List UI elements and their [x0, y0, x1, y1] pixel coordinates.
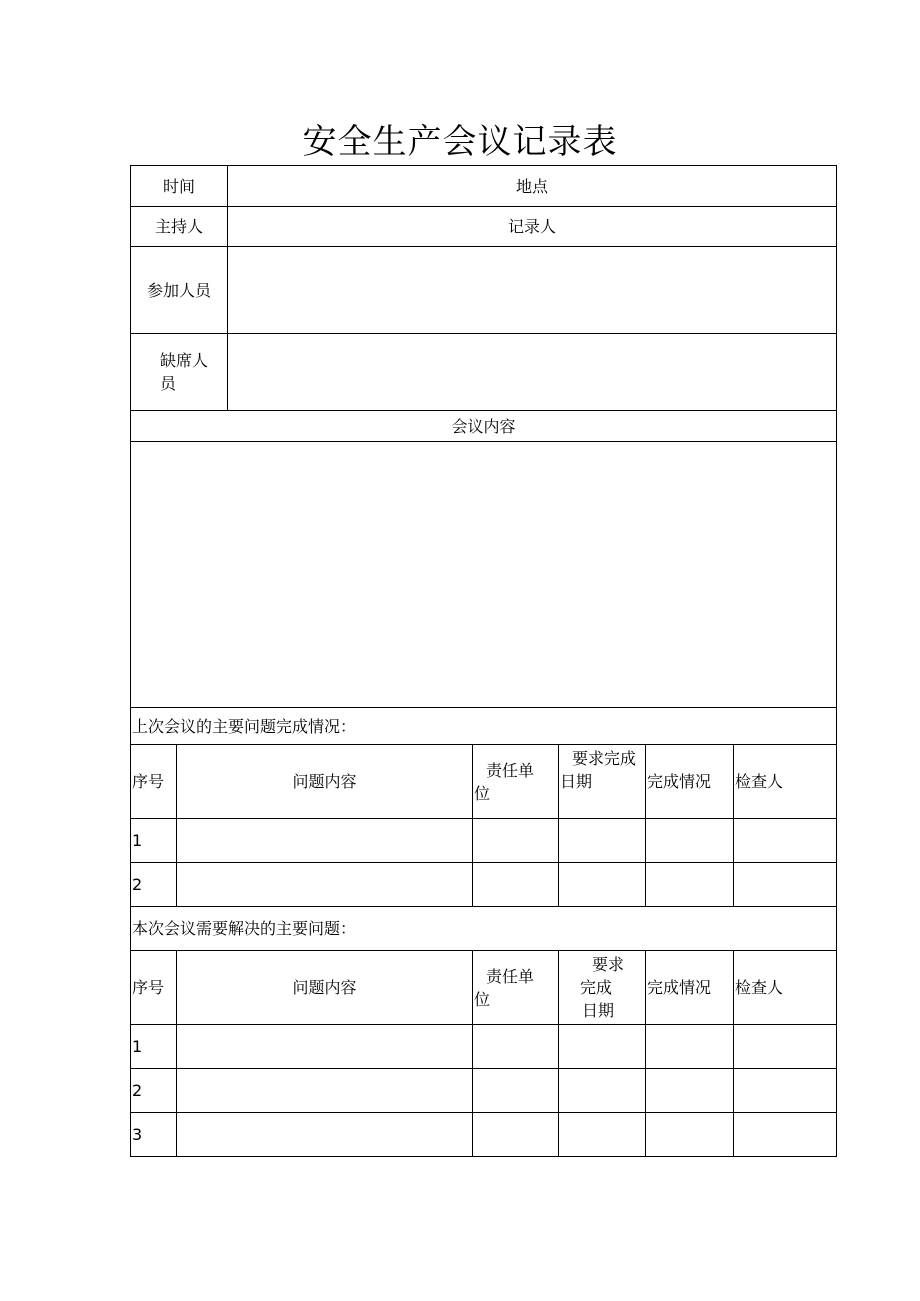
cur-row-status-cell[interactable]	[646, 1069, 734, 1113]
prev-row-status-cell[interactable]	[646, 819, 734, 863]
prev-row-no: 2	[131, 863, 177, 907]
previous-issues-section-label: 上次会议的主要问题完成情况：	[131, 708, 837, 745]
prev-col-unit-line1: 责任单	[486, 760, 535, 780]
cur-col-unit	[473, 951, 559, 1025]
prev-col-due-line1: 要求完成	[572, 749, 637, 768]
cur-row-content-cell[interactable]	[177, 1113, 473, 1157]
cur-col-unit-line2: 位	[474, 989, 491, 1009]
current-issue-row	[131, 1113, 837, 1157]
absentees-field[interactable]	[228, 334, 837, 411]
meeting-content-header-row	[131, 411, 837, 442]
cur-row-due-cell[interactable]	[559, 1025, 646, 1069]
previous-issue-row	[131, 863, 837, 907]
prev-row-unit-cell[interactable]	[473, 863, 559, 907]
current-issues-section-label: 本次会议需要解决的主要问题：	[131, 907, 837, 951]
cur-row-content-cell[interactable]	[177, 1025, 473, 1069]
cur-col-content: 问题内容	[177, 951, 473, 1025]
current-issue-row	[131, 1069, 837, 1113]
prev-row-content-cell[interactable]	[177, 863, 473, 907]
current-issues-section-row	[131, 907, 837, 951]
meeting-content-row	[131, 442, 837, 708]
meeting-record-form	[130, 165, 837, 1157]
recorder-field[interactable]	[228, 207, 837, 247]
current-issue-row	[131, 1025, 837, 1069]
cur-col-due-line3: 日期	[582, 1001, 615, 1020]
cur-row-unit-cell[interactable]	[473, 1113, 559, 1157]
cur-col-checker: 检查人	[734, 951, 837, 1025]
attendees-label: 参加人员	[131, 247, 228, 334]
absentees-label-line1: 缺席人	[160, 351, 209, 370]
attendees-field[interactable]	[228, 247, 837, 334]
previous-issues-header-row	[131, 745, 837, 819]
attendees-row	[131, 247, 837, 334]
prev-col-content: 问题内容	[177, 745, 473, 819]
time-location-row	[131, 166, 837, 207]
absentees-label	[131, 334, 228, 411]
location-field[interactable]	[228, 166, 837, 207]
cur-row-status-cell[interactable]	[646, 1025, 734, 1069]
prev-col-checker: 检查人	[734, 745, 837, 819]
cur-row-checker-cell[interactable]	[734, 1069, 837, 1113]
prev-col-due	[559, 745, 646, 819]
absentees-label-line2: 员	[160, 374, 177, 393]
current-issues-header-row	[131, 951, 837, 1025]
host-label: 主持人	[131, 207, 228, 247]
meeting-content-label: 会议内容	[131, 411, 837, 442]
cur-row-unit-cell[interactable]	[473, 1069, 559, 1113]
host-recorder-row	[131, 207, 837, 247]
cur-row-checker-cell[interactable]	[734, 1113, 837, 1157]
cur-col-no: 序号	[131, 951, 177, 1025]
cur-col-due-line2: 完成	[580, 978, 613, 997]
cur-row-no: 2	[131, 1069, 177, 1113]
time-label: 时间	[131, 166, 228, 207]
cur-row-unit-cell[interactable]	[473, 1025, 559, 1069]
recorder-label: 记录人	[508, 217, 557, 236]
prev-row-checker-cell[interactable]	[734, 863, 837, 907]
cur-col-due-line1: 要求	[592, 955, 625, 974]
prev-col-no: 序号	[131, 745, 177, 819]
prev-row-unit-cell[interactable]	[473, 819, 559, 863]
prev-col-status: 完成情况	[646, 745, 734, 819]
prev-row-no: 1	[131, 819, 177, 863]
prev-row-checker-cell[interactable]	[734, 819, 837, 863]
cur-col-status: 完成情况	[646, 951, 734, 1025]
prev-col-unit-line2: 位	[474, 783, 491, 803]
previous-issues-section-row	[131, 708, 837, 745]
cur-row-no: 3	[131, 1113, 177, 1157]
cur-row-status-cell[interactable]	[646, 1113, 734, 1157]
cur-row-due-cell[interactable]	[559, 1069, 646, 1113]
meeting-content-field[interactable]	[131, 442, 837, 708]
cur-row-checker-cell[interactable]	[734, 1025, 837, 1069]
cur-row-no: 1	[131, 1025, 177, 1069]
previous-issue-row	[131, 819, 837, 863]
cur-row-due-cell[interactable]	[559, 1113, 646, 1157]
cur-row-content-cell[interactable]	[177, 1069, 473, 1113]
prev-row-due-cell[interactable]	[559, 863, 646, 907]
document-title: 安全生产会议记录表	[302, 122, 618, 162]
prev-row-due-cell[interactable]	[559, 819, 646, 863]
cur-col-unit-line1: 责任单	[486, 966, 535, 986]
absentees-row	[131, 334, 837, 411]
prev-col-due-line2: 日期	[560, 772, 593, 791]
cur-col-due	[559, 951, 646, 1025]
prev-row-content-cell[interactable]	[177, 819, 473, 863]
location-label: 地点	[516, 176, 549, 196]
prev-col-unit	[473, 745, 559, 819]
prev-row-status-cell[interactable]	[646, 863, 734, 907]
